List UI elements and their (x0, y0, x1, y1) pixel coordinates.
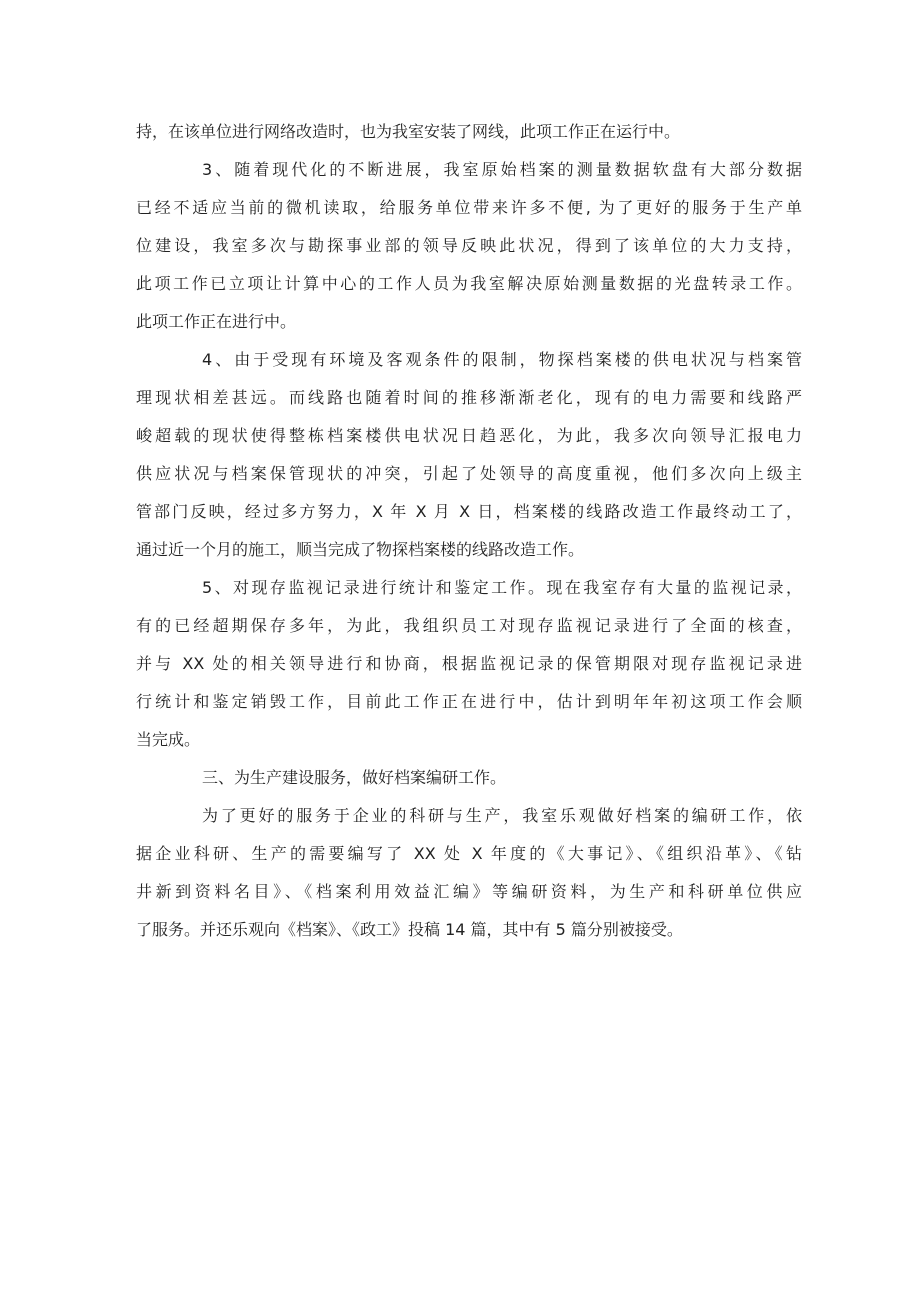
text-line: 3、随着现代化的不断进展，我室原始档案的测量数据软盘有大部分数据 (202, 160, 802, 179)
text-line: 此项工作正在进行中。 (136, 312, 297, 331)
text-line: 行统计和鉴定销毁工作，目前此工作正在进行中，估计到明年年初这项工作会顺 (136, 692, 802, 711)
text-line: 有的已经超期保存多年，为此，我组织员工对现存监视记录进行了全面的核查， (136, 616, 802, 635)
section-heading: 三、为生产建设服务，做好档案编研工作。 (202, 768, 507, 787)
text-line: 持，在该单位进行网络改造时，也为我室安装了网线，此项工作正在运行中。 (136, 122, 681, 141)
text-line: 5、对现存监视记录进行统计和鉴定工作。现在我室存有大量的监视记录， (202, 578, 802, 597)
text-line: 峻超载的现状使得整栋档案楼供电状况日趋恶化，为此，我多次向领导汇报电力 (136, 426, 802, 445)
text-line: 供应状况与档案保管现状的冲突，引起了处领导的高度重视，他们多次向上级主 (136, 464, 802, 483)
text-line: 井新到资料名目》、《档案利用效益汇编》等编研资料，为生产和科研单位供应 (136, 882, 802, 901)
text-line: 已经不适应当前的微机读取，给服务单位带来许多不便, 为了更好的服务于生产单 (136, 198, 802, 217)
text-line: 并与 XX 处的相关领导进行和协商，根据监视记录的保管期限对现存监视记录进 (136, 654, 802, 673)
text-line: 据企业科研、生产的需要编写了 XX 处 X 年度的《大事记》、《组织沿革》、《钻 (136, 844, 802, 863)
text-line: 此项工作已立项让计算中心的工作人员为我室解决原始测量数据的光盘转录工作。 (136, 274, 802, 293)
text-line: 为了更好的服务于企业的科研与生产，我室乐观做好档案的编研工作，依 (202, 806, 802, 825)
text-line: 了服务。并还乐观向《档案》、《政工》投稿 14 篇，其中有 5 篇分别被接受。 (136, 920, 683, 939)
text-line: 4、由于受现有环境及客观条件的限制，物探档案楼的供电状况与档案管 (202, 350, 802, 369)
text-line: 管部门反映，经过多方努力，X 年 X 月 X 日，档案楼的线路改造工作最终动工了， (136, 502, 802, 521)
document-body (136, 113, 802, 949)
text-line: 当完成。 (136, 730, 201, 749)
text-line: 理现状相差甚远。而线路也随着时间的推移渐渐老化，现有的电力需要和线路严 (136, 388, 802, 407)
text-line: 通过近一个月的施工，顺当完成了物探档案楼的线路改造工作。 (136, 540, 585, 559)
text-line: 位建设，我室多次与勘探事业部的领导反映此状况，得到了该单位的大力支持， (136, 236, 802, 255)
